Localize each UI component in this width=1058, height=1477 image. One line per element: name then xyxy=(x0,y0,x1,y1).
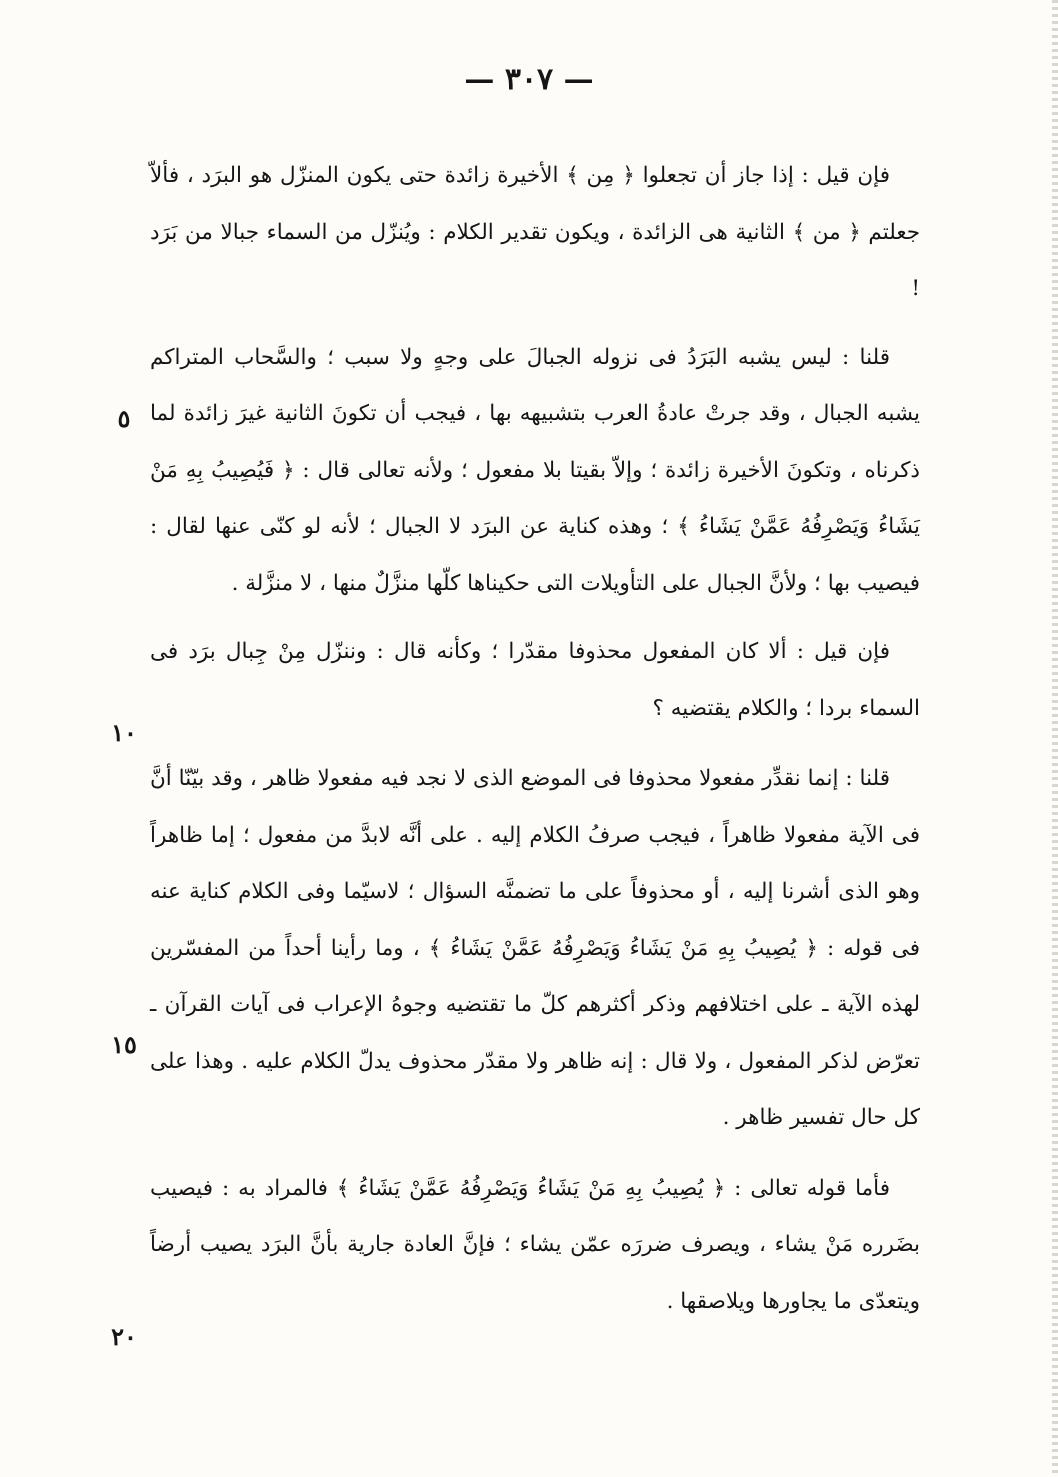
line-marker-15: ١٥ xyxy=(111,1030,137,1059)
paragraph-3: فإن قيل : ألا كان المفعول محذوفا مقدّرا ؛ وكأنه قال : وننزّل مِنْ جِبال برَد فى السماء بردا ؛ والكلام يقتضيه ؟ xyxy=(150,639,920,721)
line-marker-5: ٥ xyxy=(117,404,131,433)
paragraph-2: قلنا : ليس يشبه البَرَدُ فى نزوله الجبالَ على وجهٍ ولا سبب ؛ والسَّحاب المتراكم يشبه الجبال ، وقد جرتْ عادةُ العرب بتشبيهه بها ، فيجب أن تكونَ الثانية غيرَ زائدة لما ذكرناه ، وتكونَ الأخيرة زائدة ؛ وإلاّ بقيتا بلا مفعول ؛ ولأنه تعالى قال : ﴿ فَيُصِيبُ بِهِ مَنْ يَشَاءُ وَيَصْرِفُهُ عَمَّنْ يَشَاءُ ﴾ ؛ وهذه كناية عن البرَد لا الجبال ؛ لأنه لو كنّى عنها لقال : فيصيب بها ؛ ولأنَّ الجبال على التأويلات التى حكيناها كلّها منزَّلٌ منها ، لا منزَّلة . xyxy=(150,344,920,596)
page-edge xyxy=(1052,0,1058,1477)
paragraph-1: فإن قيل : إذا جاز أن تجعلوا ﴿ مِن ﴾ الأخيرة زائدة حتى يكون المنزّل هو البرَد ، فألاّ جعلتم ﴿ من ﴾ الثانية هى الزائدة ، ويكون تقدير الكلام : ويُنزّل من السماء جبالا من بَرَد ! xyxy=(150,163,920,301)
page-number: — ٣٠٧ — xyxy=(464,62,594,97)
paragraph-4: قلنا : إنما نقدِّر مفعولا محذوفا فى الموضع الذى لا نجد فيه مفعولا ظاهر ، وقد بيّنّا أنَّ فى الآية مفعولا ظاهراً ، فيجب صرفُ الكلام إليه . على أنَّه لابدَّ من مفعول ؛ إما ظاهراً وهو الذى أشرنا إليه ، أو محذوفاً على ما تضمنَّه السؤال ؛ لاسيّما وفى الكلام كناية عنه فى قوله : ﴿ يُصِيبُ بِهِ مَنْ يَشَاءُ وَيَصْرِفُهُ عَمَّنْ يَشَاءُ ﴾ ، وما رأينا أحداً من المفسّرين لهذه الآية ـ على اختلافهم وذكر أكثرهم كلّ ما تقتضيه وجوهُ الإعراب فى آيات القرآن ـ تعرّض لذكر المفعول ، ولا قال : إنه ظاهر ولا مقدّر محذوف يدلّ الكلام عليه . وهذا على كل حال تفسير ظاهر . xyxy=(150,766,920,1130)
text-body xyxy=(150,148,920,1330)
line-marker-10: ١٠ xyxy=(111,718,137,747)
paragraph-5: فأما قوله تعالى : ﴿ يُصِيبُ بِهِ مَنْ يَشَاءُ وَيَصْرِفُهُ عَمَّنْ يَشَاءُ ﴾ فالمراد به : فيصيب بضَرره مَنْ يشاء ، ويصرف ضررَه عمّن يشاء ؛ فإنَّ العادة جارية بأنَّ البرَد يصيب أرضاً ويتعدّى ما يجاورها ويلاصقها . xyxy=(150,1175,920,1314)
line-marker-20: ٢٠ xyxy=(111,1322,137,1351)
